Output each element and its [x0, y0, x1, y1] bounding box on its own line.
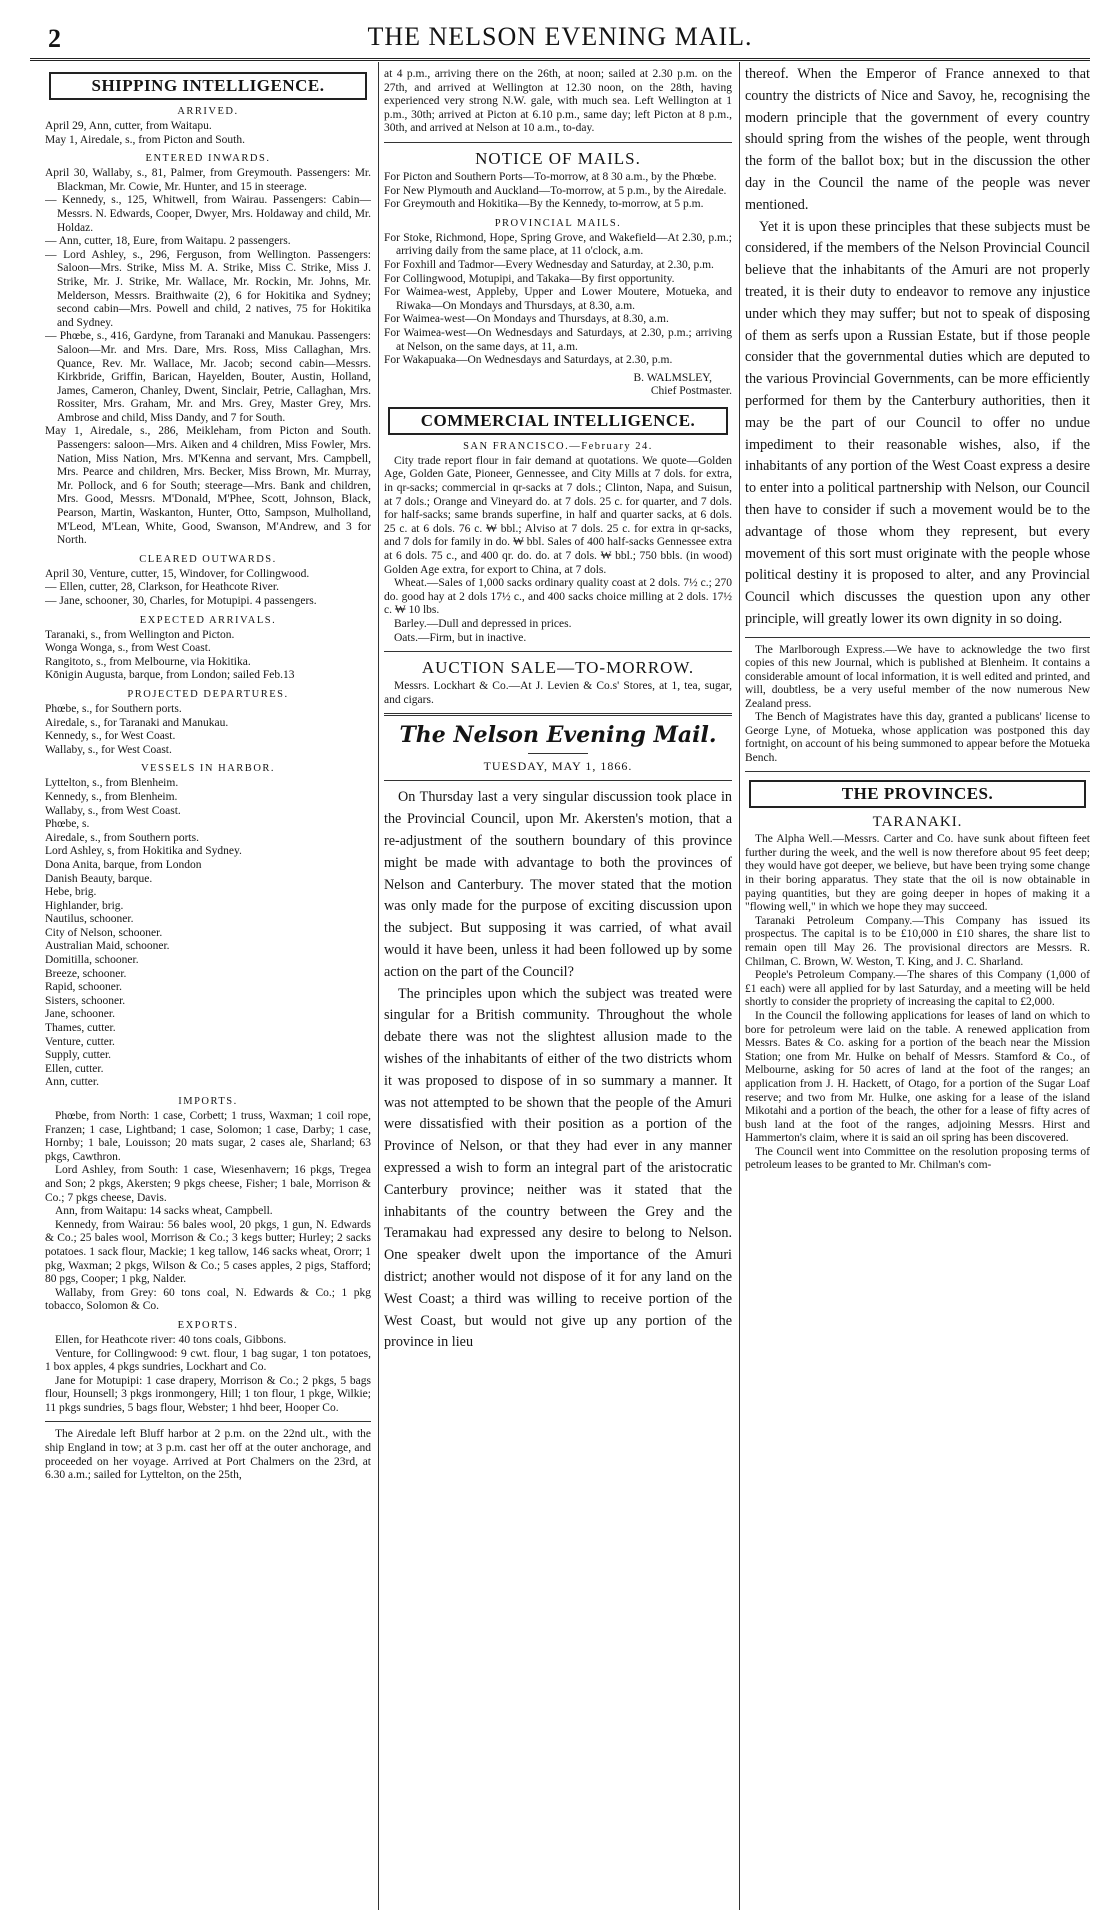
column-shipping: [45, 64, 371, 1910]
taranaki-news: [745, 833, 1090, 1173]
mails-heading: NOTICE OF MAILS.: [475, 148, 641, 168]
harbor-entry: Airedale, s., from Southern ports.: [45, 831, 199, 844]
postmaster-title: Chief Postmaster.: [650, 385, 732, 398]
harbor-list: [45, 777, 371, 1090]
provincial-mail-entry: For Collingwood, Motupipi, and Takaka—By first opportunity.: [384, 272, 675, 285]
projected-entry: Phœbe, s., for Southern ports.: [45, 702, 182, 715]
shipping-note-continued: at 4 p.m., arriving there on the 26th, at noon; sailed at 2.30 p.m. on the 27th, and arrived at Wellington at 12.30 noon, on the 28th, having experienced very strong N.W. gale, with much sea. Left Wellington at 1 p.m., 30th; arrived at Picton at 6.10 p.m., same day; left Picton at 8 p.m., 30th, and arrived at Nelson at 10 a.m., to-day.: [384, 68, 732, 135]
export-entry: Venture, for Collingwood: 9 cwt. flour, 1 bag sugar, 1 ton potatoes, 1 box apples, 4 pkgs sundries, Lockhart and Co.: [45, 1347, 371, 1374]
mail-entry: For New Plymouth and Auckland—To-morrow, at 5 p.m., by the Airedale.: [384, 184, 727, 197]
entered-entry: — Lord Ashley, s., 296, Ferguson, from Wellington. Passengers: Saloon—Mrs. Strike, Miss M. A. Strike, Miss C. Strike, Miss J. Strike, Mr. J. Strike, Mr. Wallace, Mr. Rockin, Mr. Johns, Mr. Melderson, Messrs. Braithwaite (2), 6 for Hokitika and Sydney; second cabin—Mrs. Powell and child, 2 natives, 75 for Hokitika and Sydney.: [45, 248, 371, 329]
harbor-entry: Thames, cutter.: [45, 1022, 116, 1035]
commercial-list: [384, 455, 732, 645]
harbor-entry: Domitilla, schooner.: [45, 954, 139, 967]
taranaki-paragraph: In the Council the following applications for leases of land on which to bore for petroleum were laid on the table. A renewed application from Messrs. Bates & Co. asking for a portion of the beach near the Mission Station; one from Mr. Hulke on behalf of Messrs. Stamford & Co., of Melbourne, asking for 50 acres of land at the foot of the ranges; an application from J. H. Hackett, of Otago, for a portion of the Sugar Loaf reserve; and two from Mr. Hulke, one asking for a lease of the island Mikotahi and a portion of the beach, the other for a lease of fifty acres of bush land at the foot of the ranges, adjoining Messrs. Hirst and Hammerton's claim, where it is said an oil spring has been discovered.: [745, 1009, 1090, 1145]
cleared-list: [45, 568, 371, 609]
harbor-heading: VESSELS IN HARBOR.: [140, 763, 276, 775]
provincial-mail-entry: For Waimea-west—On Mondays and Thursdays, at 8.30, a.m.: [384, 313, 669, 326]
taranaki-paragraph: Taranaki Petroleum Company.—This Company has issued its prospectus. The capital is to be £10,000 in £10 shares, the share list to remain open till May 26. The provisional directors are Messrs. R. Chilman, C. Brown, W. Weston, T. King, and J. C. Sharland.: [745, 914, 1090, 968]
provincial-mails-heading: PROVINCIAL MAILS.: [494, 217, 622, 229]
harbor-entry: Wallaby, s., from West Coast.: [45, 804, 181, 817]
entered-entry: — Kennedy, s., 125, Whitwell, from Wairau. Passengers: Cabin—Messrs. N. Edwards, Cooper, Dwyer, Mrs. Holdaway and child, Mr. Holdaz.: [45, 194, 371, 234]
postmaster-name: B. WALMSLEY,: [633, 371, 712, 384]
expected-entry: Wonga Wonga, s., from West Coast.: [45, 642, 211, 655]
harbor-entry: Highlander, brig.: [45, 899, 124, 912]
local-note: The Bench of Magistrates have this day, granted a publicans' license to George Lyne, of Motueka, whose application was postponed this day fortnight, on account of his being summoned to appear before the Motueka Bench.: [745, 711, 1090, 764]
provincial-mail-entry: For Stoke, Richmond, Hope, Spring Grove, and Wakefield—At 2.30, p.m.; arriving daily from the same place, at 11 o'clock, a.m.: [384, 231, 732, 258]
dateline: TUESDAY, MAY 1, 1866.: [483, 759, 633, 774]
shipping-note: The Airedale left Bluff harbor at 2 p.m. on the 22nd ult., with the ship England in tow; at 3 p.m. cast her off at the outer anchorage, and proceeded on her voyage. Arrived at Port Chalmers on the 23rd, at 6.30 a.m.; sailed for Lyttelton, on the 25th,: [45, 1428, 371, 1482]
commercial-entry: City trade report flour in fair demand at quotations. We quote—Golden Age, Golden Gate, Pioneer, Gennessee, and City Mills at 7 dols. for extra, in qr-sacks; commercial in qr-sacks at 7 dols.; Clinton, Napa, and Suisun, at 7 dols.; Orange and Vineyard do. at 7 dols. 25 c. for quarter, and 7 dols. for half-sacks; same brands superfine, in half and quarter sacks, at 6 dols. 25 c. at 6 dols. 76 c. ₩ bbl.; Alviso at 7 dols. 25 c. for extra in qr-sacks, and 7 dols for family in do. ₩ bbl. Sales of 400 half-sacks Gennessee extra at 6 dols. 75 c., and 400 qr. do. do. at 7 dols. ₩ bbl.; 750 bbls. (in wood) Golden Age extra, for export to China, at 7 dols.: [384, 454, 732, 576]
taranaki-paragraph: The Council went into Committee on the resolution proposing terms of petroleum leases to be granted to Mr. Chilman's com-: [745, 1145, 1090, 1172]
section-rule: [45, 1421, 371, 1422]
shipping-heading: SHIPPING INTELLIGENCE.: [49, 72, 367, 100]
cleared-entry: — Ellen, cutter, 28, Clarkson, for Heathcote River.: [45, 581, 279, 594]
commercial-heading: COMMERCIAL INTELLIGENCE.: [388, 407, 728, 435]
auction-heading: AUCTION SALE—TO-MORROW.: [421, 658, 695, 678]
projected-list: [45, 703, 371, 757]
imports-list: [45, 1110, 371, 1314]
mail-entry: For Greymouth and Hokitika—By the Kennedy, to-morrow, at 5 p.m.: [384, 198, 704, 211]
title-rule: [528, 753, 588, 754]
harbor-entry: Nautilus, schooner.: [45, 913, 134, 926]
commercial-entry: Oats.—Firm, but in inactive.: [394, 631, 527, 644]
harbor-entry: Breeze, schooner.: [45, 967, 127, 980]
entered-entry: May 1, Airedale, s., 286, Meikleham, from Picton and South. Passengers: saloon—Mrs. Aiken and 4 children, Miss Fowler, Mrs. Nation, Miss Nation, Mrs. M'Kenna and servant, Mrs. Campbell, Mrs. Pearce and children, Mrs. Becker, Miss Brown, Mr. Murray, Mr. Pollock, and 6 for South; steerage—Mrs. Bank and children, Mrs. Good, Messrs. M'Donald, M'Phee, Scott, Johnson, Black, Pearson, Martin, Waskanton, Hunter, Otto, Sampson, Mulholland, M'Leod, M'Lean, White, Good, Swanson, M'Andrew, and 3 for North.: [45, 425, 371, 547]
provincial-mail-entry: For Waimea-west—On Wednesdays and Saturdays, at 2.30, p.m.; arriving at Nelson, on the same days, at 11, a.m.: [384, 326, 732, 353]
projected-entry: Kennedy, s., for West Coast.: [45, 730, 176, 743]
export-entry: Jane for Motupipi: 1 case drapery, Morrison & Co.; 2 pkgs, 5 bags flour, Hounsell; 3 pkgs ironmongery, Hill; 1 ton flour, 1 pkge, Wilkie; 11 pkgs sundries, 5 bags flour, Webster; 1 hhd beer, Hooper Co.: [45, 1374, 371, 1414]
expected-entry: Rangitoto, s., from Melbourne, via Hokitika.: [45, 655, 251, 668]
entered-entry: April 30, Wallaby, s., 81, Palmer, from Greymouth. Passengers: Mr. Blackman, Mr. Cowie, Mr. Hunter, and 15 in steerage.: [45, 167, 371, 193]
page-number: 2: [48, 24, 61, 53]
import-entry: Ann, from Waitapu: 14 sacks wheat, Campbell.: [55, 1205, 273, 1218]
arrived-list: [45, 120, 371, 147]
imports-heading: IMPORTS.: [178, 1096, 238, 1107]
expected-list: [45, 629, 371, 683]
column-divider: [378, 62, 379, 1910]
section-rule: [745, 637, 1090, 638]
editorial-paragraph: Yet it is upon these principles that these subjects must be considered, if the members of the Nelson Provincial Council believe that the inhabitants of the Amuri are not properly treated, it is their duty to endeavor to remove any injustice under which they may suffer; but not to speak of disposing of them as serfs upon a Russian Estate, but if those people consider that the governmental duties which are deputed to the various Provincial Governments, can be more efficiently performed for them by the Canterbury authorities, then it may be the part of our Council to offer no undue impediment to their reasonable wishes, also, if the inhabitants of any portion of the West Coast express a desire to enter into a political partnership with Nelson, our Council then have to consider if such a movement would be to the advantage of those whom they represent, but every movement of this sort must originate with the people whose political destiny it is proposed to alter, and any Provincial Council which discusses the question upon any other principle, will greatly lower its own dignity in so doing.: [745, 218, 1090, 627]
editorial: [384, 787, 732, 1354]
editorial-continued: [745, 64, 1090, 631]
expected-entry: Taranaki, s., from Wellington and Picton.: [45, 628, 235, 641]
editorial-paragraph: The principles upon which the subject was treated were singular for a British community. Throughout the whole debate there was not the slightest allusion made to the wishes of the inhabitants of either of the two districts whom it was proposed to dispose of in so summary a manner. It was not attempted to be shown that the people of the Amuri were dissatisfied with their position as a portion of the Province of Nelson, or that they had ever in any manner expressed a wish to form an integral part of the aristocratic Canterbury province; neither was it stated that the inhabitants of the country between the Grey and the Teramakau had expressed any desire to belong to Nelson. One speaker dwelt upon the importance of the Amuri district; another would not dispose of it for any land on the West Coast; a third was willing to receive portion of the West Coast, but would not give up any portion of the province in lieu: [384, 985, 732, 1351]
provincial-mail-entry: For Wakapuaka—On Wednesdays and Saturdays, at 2.30, p.m.: [384, 354, 673, 367]
arrival-entry: April 29, Ann, cutter, from Waitapu.: [45, 120, 212, 132]
editorial-paragraph: On Thursday last a very singular discussion took place in the Provincial Council, upon Mr. Akersten's motion, that a re-adjustment of the southern boundary of this province might be made with advantage to both the provinces of Nelson and Canterbury. The mover stated that the motion was only made for the purpose of exciting discussion upon the subject. But supposing it was carried, of what avail would it have been, unless it had been followed up by some action on the part of the Council?: [384, 789, 732, 980]
column-divider: [739, 62, 740, 1910]
harbor-entry: Supply, cutter.: [45, 1049, 112, 1062]
cleared-heading: CLEARED OUTWARDS.: [139, 553, 277, 565]
projected-entry: Wallaby, s., for West Coast.: [45, 743, 172, 756]
local-note: The Marlborough Express.—We have to acknowledge the two first copies of this new Journal, which is published at Blenheim. It contains a considerable amount of local information, it is well edited and printed, and will, doubtless, be a very useful member of the now numerous New Zealand press.: [745, 643, 1090, 710]
provinces-heading: THE PROVINCES.: [749, 780, 1086, 808]
cleared-entry: April 30, Venture, cutter, 15, Windover, for Collingwood.: [45, 567, 310, 580]
mail-entry: For Picton and Southern Ports—To-morrow, at 8 30 a.m., by the Phœbe.: [384, 170, 717, 183]
taranaki-paragraph: People's Petroleum Company.—The shares of this Company (1,000 of £1 each) were all applied for by last Saturday, and a meeting will be held shortly to consider the propriety of increasing the capital to £2,000.: [745, 969, 1090, 1009]
expected-heading: EXPECTED ARRIVALS.: [139, 614, 277, 626]
import-entry: Wallaby, from Grey: 60 tons coal, N. Edwards & Co.; 1 pkg tobacco, Solomon & Co.: [45, 1286, 371, 1313]
entered-entry: — Ann, cutter, 18, Eure, from Waitapu. 2 passengers.: [45, 235, 291, 248]
commercial-entry: Barley.—Dull and depressed in prices.: [394, 618, 572, 630]
projected-entry: Airedale, s., for Taranaki and Manukau.: [45, 716, 229, 729]
export-entry: Ellen, for Heathcote river: 40 tons coals, Gibbons.: [55, 1333, 287, 1346]
expected-entry: Kōnigin Augusta, barque, from London; sailed Feb.13: [45, 669, 295, 682]
harbor-entry: Lord Ashley, s, from Hokitika and Sydney.: [45, 845, 242, 858]
mails-list: [384, 171, 732, 212]
masthead: [30, 18, 1090, 58]
harbor-entry: Phœbe, s.: [45, 818, 90, 831]
import-entry: Phœbe, from North: 1 case, Corbett; 1 truss, Waxman; 1 coil rope, Franzen; 1 case, Lightband; 1 case, Solomon; 1 case, Darby; 1 case, Hornby; 1 bale, Louisson; 20 mats sugar, 2 cases ale, Sharland; 63 pkgs, Cawthron.: [45, 1110, 371, 1163]
entered-entry: — Phœbe, s., 416, Gardyne, from Taranaki and Manukau. Passengers: Saloon—Mr. and Mrs. Dare, Mrs. Ross, Miss Callaghan, Mrs. Quance, Rev. Mr. Wallace, Mr. Jacob; second cabin—Messrs. Kirkbride, Griffin, Barican, Hayelden, Bouter, Austin, Holland, James, Cameron, Chanley, Dwent, Sinclair, Petrie, Callaghan, Mrs. Rossiter, Mrs. Graham, Mr. and Mrs. Grey, Master Grey, Mrs. Ambrose and child, Miss Dandy, and 7 for South.: [45, 330, 371, 424]
paper-title: The Nelson Evening Mail.: [399, 722, 717, 749]
local-notes: [745, 644, 1090, 766]
provincial-mail-entry: For Waimea-west, Appleby, Upper and Lower Moutere, Motueka, and Riwaka—On Mondays and Thursdays, at 8.30, a.m.: [384, 286, 732, 312]
arrived-heading: ARRIVED.: [177, 106, 239, 117]
harbor-entry: Ellen, cutter.: [45, 1062, 104, 1075]
arrival-entry: May 1, Airedale, s., from Picton and South.: [45, 133, 245, 146]
provincial-mails-list: [384, 232, 732, 368]
harbor-entry: Venture, cutter.: [45, 1035, 115, 1048]
harbor-entry: Danish Beauty, barque.: [45, 872, 153, 885]
harbor-entry: Ann, cutter.: [45, 1076, 99, 1089]
san-francisco-heading: SAN FRANCISCO.—February 24.: [463, 440, 653, 452]
newspaper-title: THE NELSON EVENING MAIL.: [367, 22, 753, 51]
provincial-mail-entry: For Foxhill and Tadmor—Every Wednesday and Saturday, at 2.30, p.m.: [384, 258, 714, 271]
column-provinces: [745, 64, 1090, 1910]
exports-heading: EXPORTS.: [177, 1319, 239, 1331]
cleared-entry: — Jane, schooner, 30, Charles, for Motupipi. 4 passengers.: [45, 595, 317, 607]
harbor-entry: Lyttelton, s., from Blenheim.: [45, 777, 179, 790]
harbor-entry: Jane, schooner.: [45, 1008, 115, 1021]
harbor-entry: Dona Anita, barque, from London: [45, 858, 202, 871]
entered-list: [45, 167, 371, 548]
section-rule: [384, 780, 732, 781]
taranaki-paragraph: The Alpha Well.—Messrs. Carter and Co. have sunk about fifteen feet further during the week, and the well is now therefore about 95 feet deep; they would have got deeper, we believe, but have been trying some change in their boring apparatus. They state that the oil is now obtainable in paying quantities, but they are going deeper in hopes of making it a "flowing well," in which we hope they may succeed.: [745, 833, 1090, 914]
harbor-entry: Hebe, brig.: [45, 886, 97, 899]
section-rule: [384, 713, 732, 716]
section-rule: [384, 142, 732, 143]
import-entry: Lord Ashley, from South: 1 case, Wiesenhavern; 16 pkgs, Tregea and Son; 2 pkgs, Akersten; 9 pkgs cheese, Fisher; 1 bale, Morrison & Co.; 7 pkgs cheese, Davis.: [45, 1164, 371, 1204]
harbor-entry: Rapid, schooner.: [45, 981, 122, 994]
column-notices: [384, 64, 732, 1910]
commercial-entry: Wheat.—Sales of 1,000 sacks ordinary quality coast at 2 dols. 7½ c.; 270 do. good hay at 2 dols 17½ c., and 400 sacks choice milling at 2 dols. 17½ c. ₩ 10 lbs.: [384, 577, 732, 617]
section-rule: [384, 651, 732, 652]
projected-heading: PROJECTED DEPARTURES.: [127, 688, 289, 700]
exports-list: [45, 1334, 371, 1416]
harbor-entry: Sisters, schooner.: [45, 994, 126, 1007]
editorial-paragraph: thereof. When the Emperor of France annexed to that country the districts of Nice and Savoy, he, recognising the modern principle that the government of every country should spring from the wishes of the people, went through the form of the ballot box; but in the discussion the other day in the Council the name of the people was never mentioned.: [745, 66, 1090, 213]
import-entry: Kennedy, from Wairau: 56 bales wool, 20 pkgs, 1 gun, N. Edwards & Co.; 25 bales wool, Morrison & Co.; 3 kegs butter; Hurley; 2 sacks potatoes. 1 sack flour, Mackie; 1 keg tallow, 146 sacks wheat, Ororr; 1 pkg, Waxman; 2 pkgs, Wilson & Co.; 5 cases apples, 2 pigs, Stafford; 80 pgs, Cooper; 1 pkg, Nalder.: [45, 1218, 371, 1286]
taranaki-heading: TARANAKI.: [872, 814, 963, 831]
harbor-entry: Kennedy, s., from Blenheim.: [45, 790, 178, 803]
section-rule: [745, 771, 1090, 772]
entered-heading: ENTERED INWARDS.: [145, 153, 271, 165]
masthead-rule: [30, 58, 1090, 61]
harbor-entry: City of Nelson, schooner.: [45, 926, 163, 939]
auction-text: Messrs. Lockhart & Co.—At J. Levien & Co.s' Stores, at 1, tea, sugar, and cigars.: [384, 680, 732, 706]
harbor-entry: Australian Maid, schooner.: [45, 940, 170, 953]
